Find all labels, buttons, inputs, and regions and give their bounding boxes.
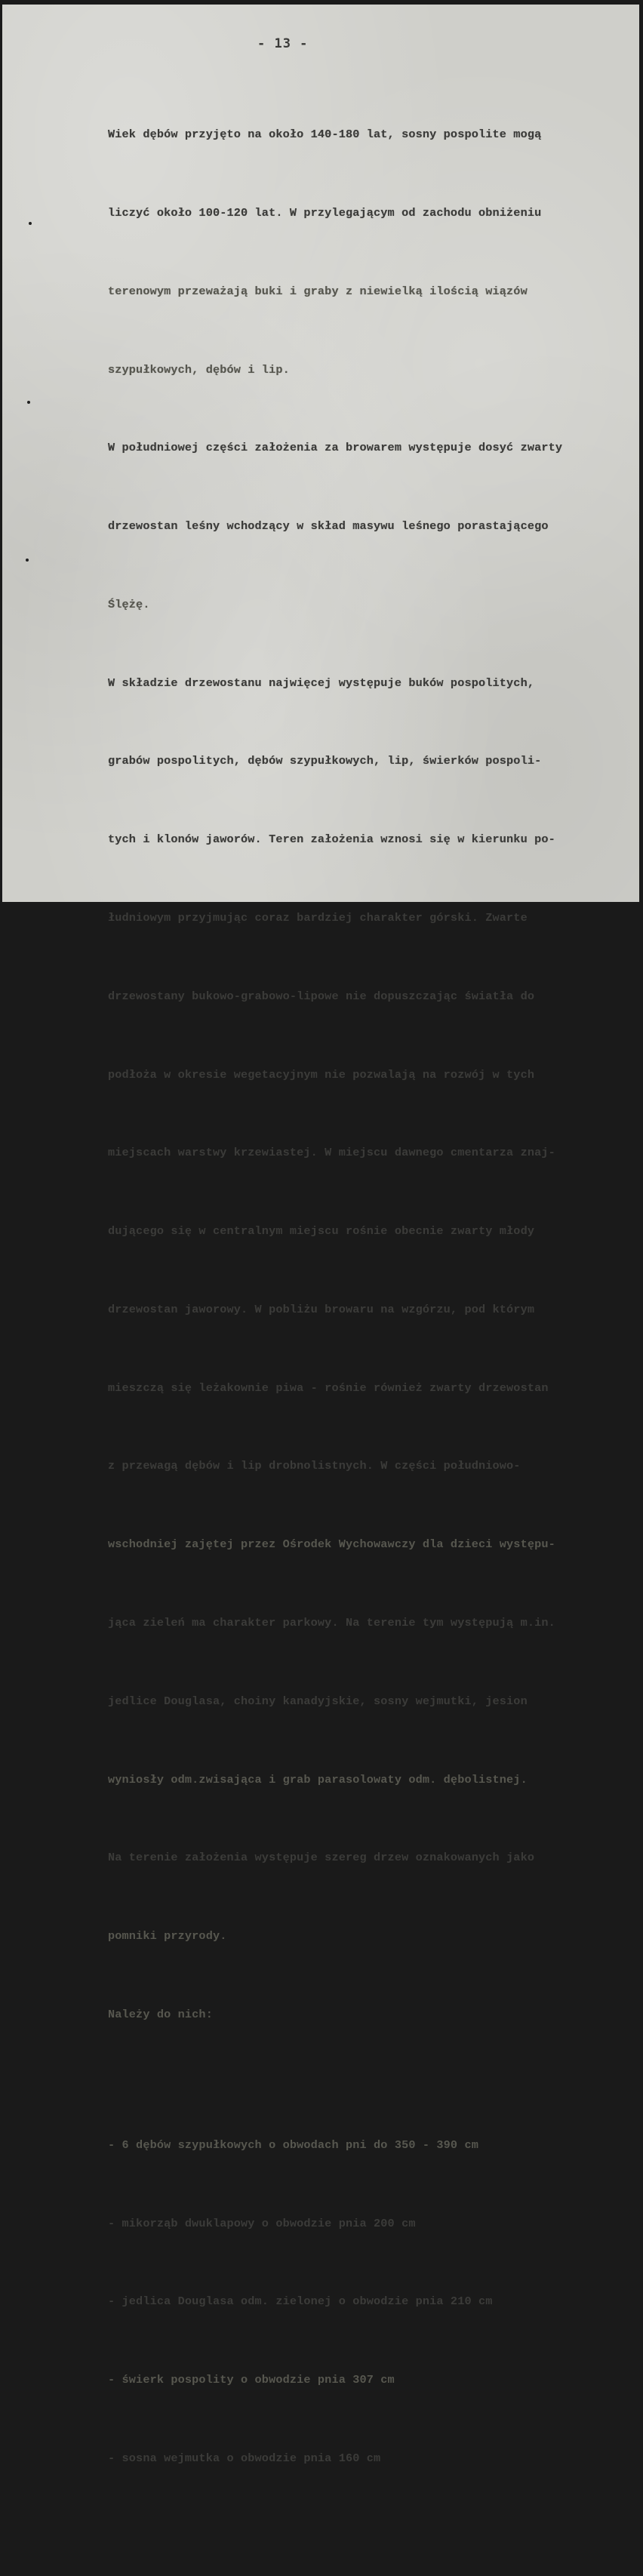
list-item: - świerk pospolity o obwodzie pnia 307 cm bbox=[108, 2373, 395, 2387]
paragraph-line: miejscach warstwy krzewiastej. W miejscu dawnego cmentarza znaj- bbox=[108, 1146, 555, 1160]
list-item: - mikorząb dwuklapowy o obwodzie pnia 200 cm bbox=[108, 2216, 416, 2230]
margin-punch-mark bbox=[29, 222, 32, 225]
paragraph-line: z przewagą dębów i lip drobnolistnych. W części południowo- bbox=[108, 1459, 521, 1473]
paragraph-line: jąca zieleń ma charakter parkowy. Na terenie tym występują m.in. bbox=[108, 1616, 555, 1630]
page-number: - 13 - bbox=[257, 36, 309, 51]
paragraph-line: drzewostan jaworowy. W pobliżu browaru na wzgórzu, pod którym bbox=[108, 1302, 535, 1316]
paragraph-line: wyniosły odm.zwisająca i grab parasolowaty odm. dębolistnej. bbox=[108, 1772, 528, 1787]
list-item: - sosna wejmutka o obwodzie pnia 160 cm bbox=[108, 2451, 381, 2466]
paragraph-line: jedlice Douglasa, choiny kanadyjskie, sosny wejmutki, jesion bbox=[108, 1694, 528, 1708]
paragraph-line: drzewostany bukowo-grabowo-lipowe nie dopuszczając światła do bbox=[108, 989, 535, 1003]
body-text bbox=[108, 69, 636, 2576]
paragraph-line: tych i klonów jaworów. Teren założenia wznosi się w kierunku po- bbox=[108, 833, 555, 847]
typewritten-page bbox=[2, 5, 639, 2466]
paragraph-line: terenowym przeważają buki i graby z niewielką ilością wiązów bbox=[108, 284, 528, 298]
paragraph-line: mieszczą się leżakownie piwa - rośnie również zwarty drzewostan bbox=[108, 1380, 549, 1395]
margin-punch-mark bbox=[26, 559, 29, 562]
paragraph-line: Na terenie założenia występuje szereg drzew oznakowanych jako bbox=[108, 1851, 535, 1865]
margin-punch-mark bbox=[27, 401, 30, 404]
paragraph-line: Należy do nich: bbox=[108, 2007, 213, 2021]
paragraph-line: wschodniej zajętej przez Ośrodek Wychowawczy dla dzieci występu- bbox=[108, 1537, 555, 1552]
paragraph-line: szypułkowych, dębów i lip. bbox=[108, 362, 290, 377]
paragraph-line: W południowej części założenia za browarem występuje dosyć zwarty bbox=[108, 441, 563, 455]
list-item: - jedlica Douglasa odm. zielonej o obwodzie pnia 210 cm bbox=[108, 2294, 493, 2309]
paragraph-line: liczyć około 100-120 lat. W przylegającym od zachodu obniżeniu bbox=[108, 205, 542, 220]
paragraph-line: W składzie drzewostanu najwięcej występuje buków pospolitych, bbox=[108, 676, 535, 690]
paragraph-line: dującego się w centralnym miejscu rośnie obecnie zwarty młody bbox=[108, 1224, 535, 1239]
paragraph-line: Wiek dębów przyjęto na około 140-180 lat, sosny pospolite mogą bbox=[108, 128, 542, 142]
paragraph-line: Ślężę. bbox=[108, 597, 150, 611]
paragraph-line: pomniki przyrody. bbox=[108, 1929, 227, 1944]
paragraph-line: grabów pospolitych, dębów szypułkowych, lip, świerków pospoli- bbox=[108, 754, 542, 768]
natural-monuments-list bbox=[108, 2080, 636, 2524]
paragraph-line: drzewostan leśny wchodzący w skład masywu leśnego porastającego bbox=[108, 519, 549, 534]
paragraph-line: łudniowym przyjmując coraz bardziej charakter górski. Zwarte bbox=[108, 911, 528, 925]
list-item: - 6 dębów szypułkowych o obwodach pni do 350 - 390 cm bbox=[108, 2137, 478, 2152]
paragraph-line: podłoża w okresie wegetacyjnym nie pozwalają na rozwój w tych bbox=[108, 1067, 535, 1082]
